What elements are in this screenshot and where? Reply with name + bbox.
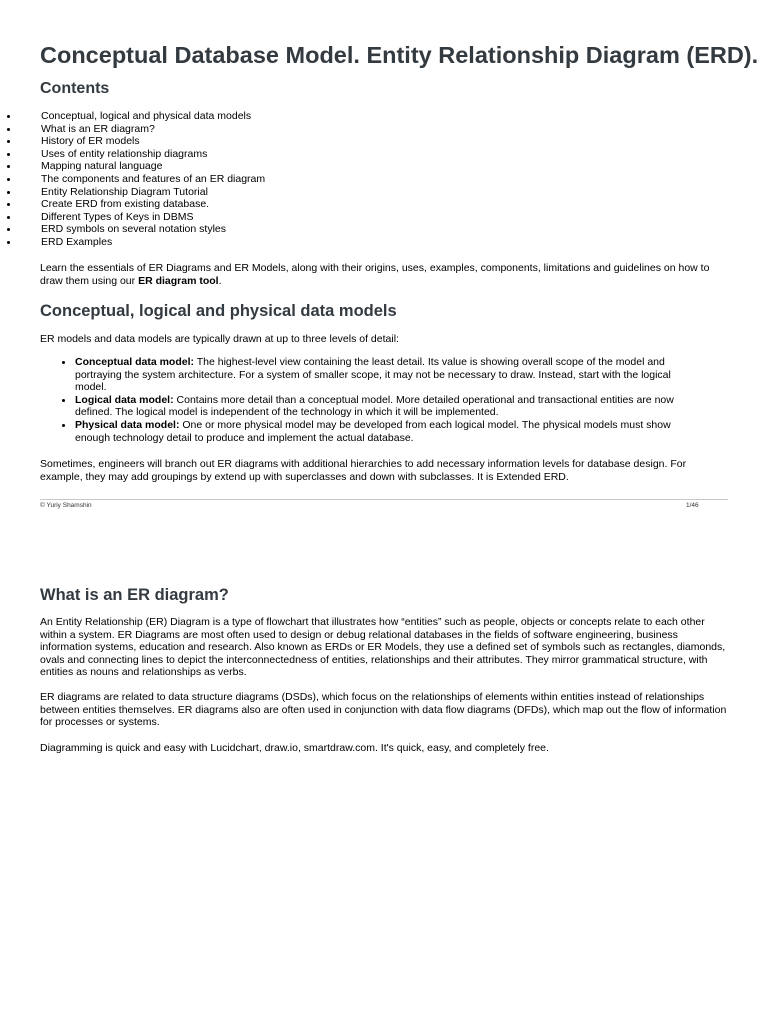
- definition-conceptual: The highest-level view containing the least detail. Its value is showing overall scope of the model and portraying the system architecture. For a system of smaller scope, it may not be necessary to draw. Instead, start with the logical model.: [75, 356, 671, 394]
- footer-divider: [40, 499, 728, 500]
- toc-item[interactable]: What is an ER diagram?: [41, 123, 265, 136]
- erd-definition-paragraph: An Entity Relationship (ER) Diagram is a type of flowchart that illustrates how “entities” such as people, objects or concepts relate to each other within a system. ER Diagrams are most often used to design or debug relational databases in the fields of software engineering, business information systems, education and research. Also known as ERDs or ER Models, they use a defined set of symbols such as rectangles, diamonds, ovals and connecting lines to depict the interconnectedness of entities, relationships and their attributes. They mirror grammatical structure, with entities as nouns and relationships as verbs.: [40, 616, 726, 679]
- erd-dsd-paragraph: ER diagrams are related to data structure diagrams (DSDs), which focus on the relationships of elements within entities instead of relationships between entities themselves. ER diagrams also are often used in conjunction with data flow diagrams (DFDs), which map out the flow of information for processes or systems.: [40, 691, 727, 729]
- list-item-physical: [75, 419, 699, 444]
- toc-item[interactable]: Conceptual, logical and physical data models: [41, 110, 265, 123]
- section-lead-paragraph: ER models and data models are typically drawn at up to three levels of detail:: [40, 333, 399, 345]
- intro-text: Learn the essentials of ER Diagrams and ER Models, along with their origins, uses, examples, components, limitations and guidelines on how to draw them using our: [40, 262, 710, 287]
- toc-item[interactable]: Different Types of Keys in DBMS: [41, 211, 265, 224]
- definition-physical: One or more physical model may be developed from each logical model. The physical models must show enough technology detail to produce and implement the actual database.: [75, 418, 671, 444]
- er-diagram-tool-link[interactable]: ER diagram tool: [138, 274, 219, 287]
- term-physical: Physical data model:: [75, 418, 180, 431]
- page-title: Conceptual Database Model. Entity Relationship Diagram (ERD).: [40, 42, 759, 68]
- term-logical: Logical data model:: [75, 393, 174, 406]
- footer-author: © Yuriy Shamshin: [40, 502, 92, 509]
- toc-item[interactable]: Create ERD from existing database.: [41, 198, 265, 211]
- toc-item[interactable]: ERD Examples: [41, 236, 265, 249]
- toc-item[interactable]: Uses of entity relationship diagrams: [41, 148, 265, 161]
- footer-page-number: 1/46: [686, 502, 699, 509]
- toc-item[interactable]: Entity Relationship Diagram Tutorial: [41, 186, 265, 199]
- toc-item[interactable]: Mapping natural language: [41, 160, 265, 173]
- definition-logical: Contains more detail than a conceptual model. More detailed operational and transactional entities are now defined. The logical model is independent of the technology in which it will be implemented.: [75, 393, 674, 419]
- extended-erd-paragraph: Sometimes, engineers will branch out ER diagrams with additional hierarchies to add necessary information levels for database design. For example, they may add groupings by extend up with superclasses and down with subclasses. It is Extended ERD.: [40, 458, 687, 483]
- intro-paragraph: [40, 262, 730, 287]
- data-models-list: [75, 356, 699, 444]
- list-item-conceptual: [75, 356, 699, 394]
- diagramming-tools-paragraph: Diagramming is quick and easy with Lucidchart, draw.io, smartdraw.com. It's quick, easy, and completely free.: [40, 742, 549, 754]
- intro-end: .: [218, 274, 222, 287]
- table-of-contents: [0, 110, 265, 249]
- contents-heading: Contents: [40, 80, 110, 97]
- toc-item[interactable]: The components and features of an ER diagram: [41, 172, 266, 185]
- term-conceptual: Conceptual data model:: [75, 356, 195, 368]
- toc-item[interactable]: ERD symbols on several notation styles: [41, 223, 265, 236]
- section-heading-what-is-erd: What is an ER diagram?: [40, 586, 229, 604]
- toc-item[interactable]: History of ER models: [41, 135, 265, 148]
- section-heading-data-models: Conceptual, logical and physical data models: [40, 302, 397, 320]
- list-item-logical: [75, 394, 699, 419]
